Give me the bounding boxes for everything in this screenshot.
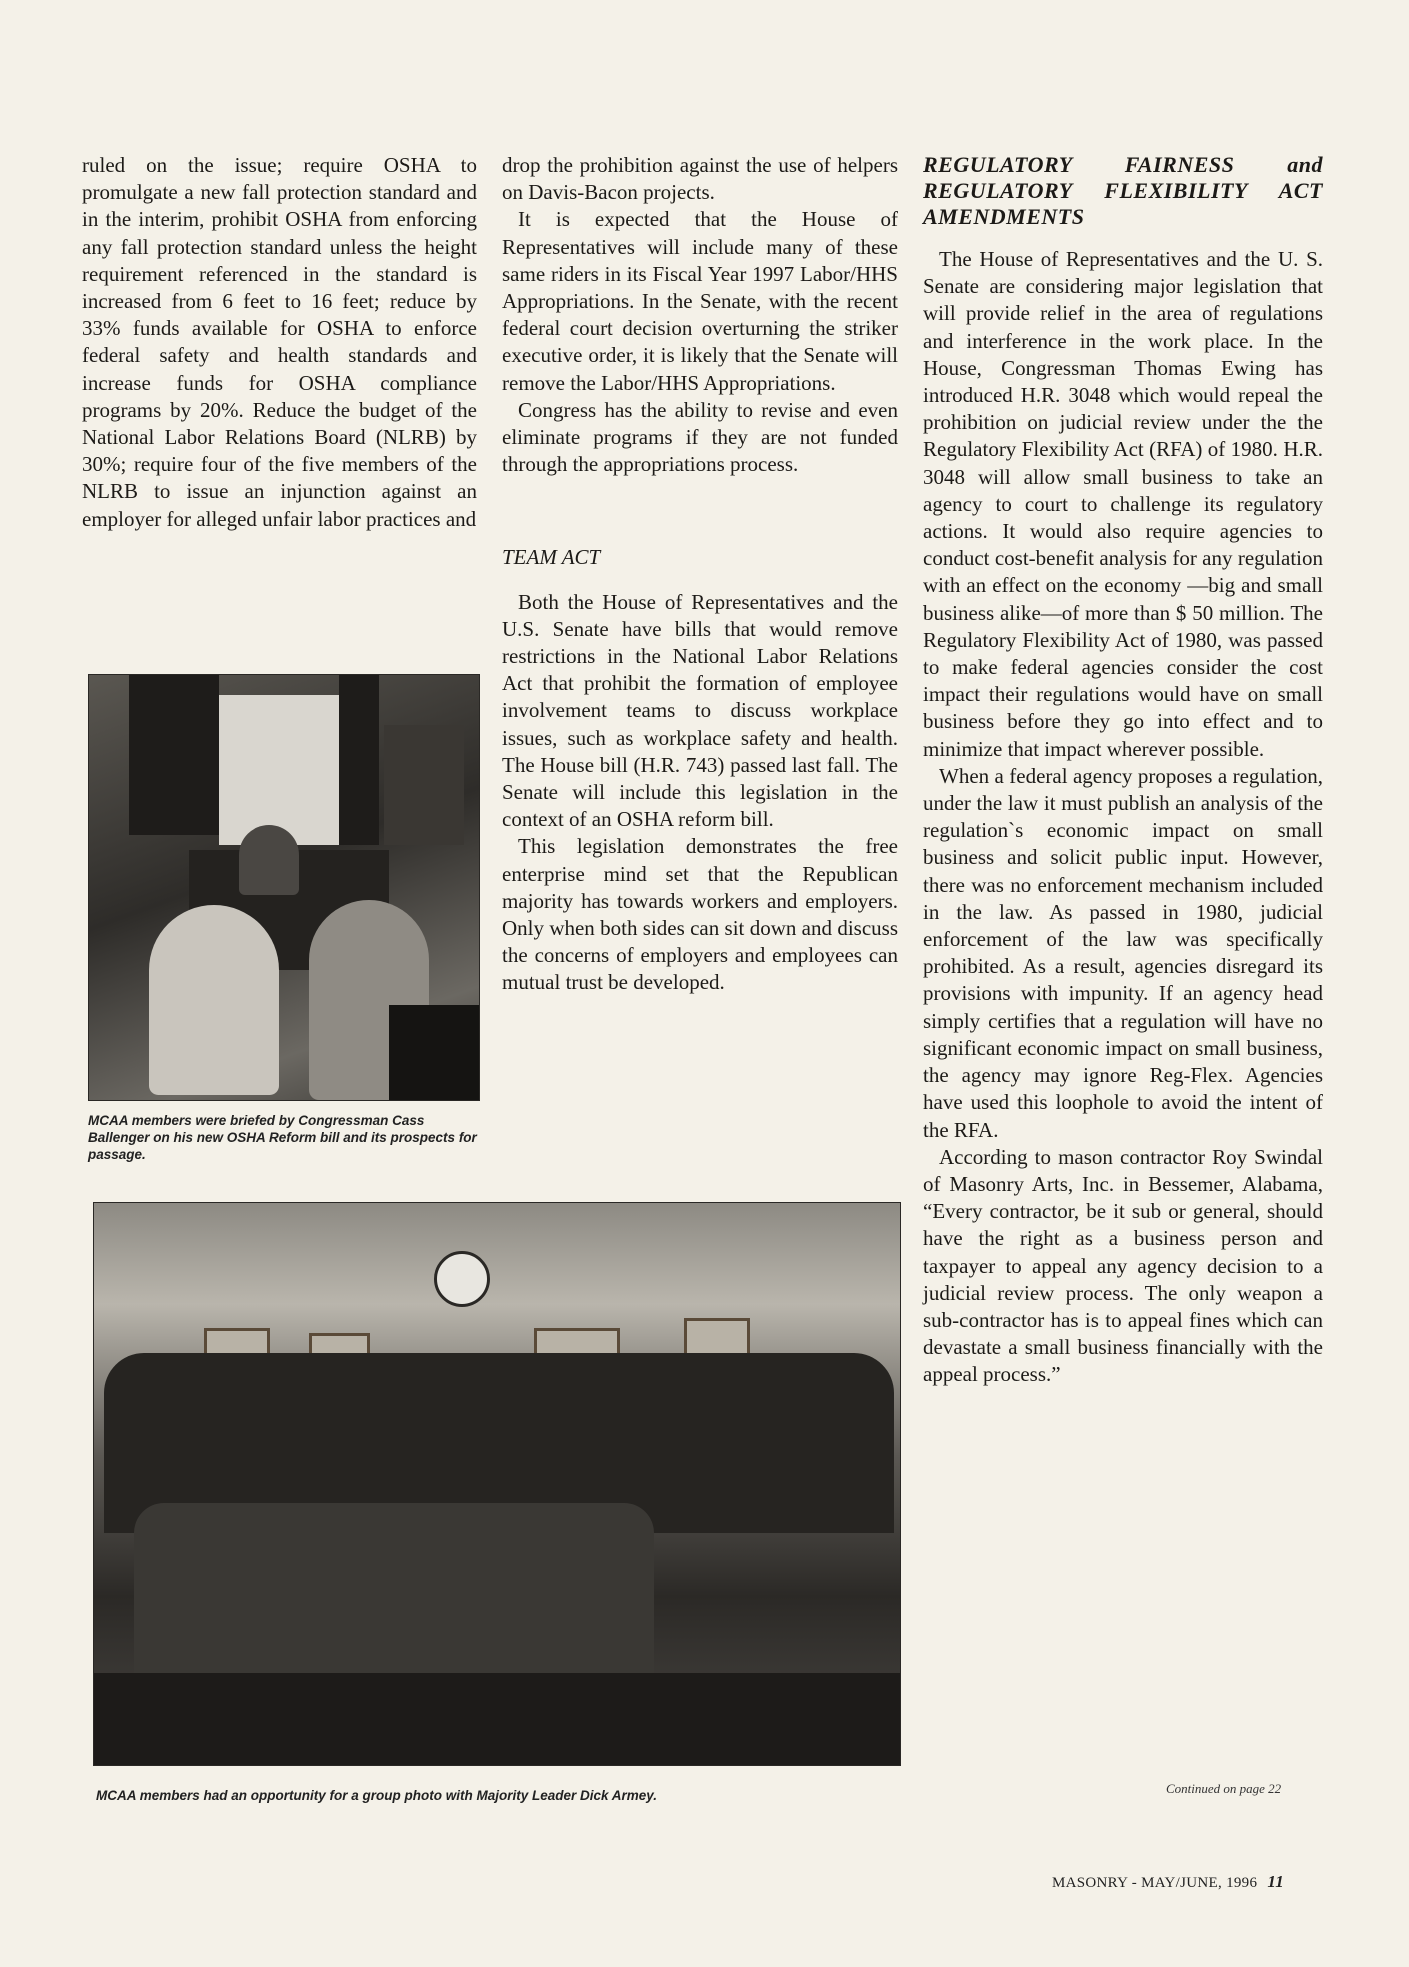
column-1	[82, 152, 477, 533]
column-2	[502, 152, 898, 997]
col2-paragraph-3: Congress has the ability to revise and even eliminate programs if they are not funded through the appropriations process.	[502, 397, 898, 477]
regulatory-heading: REGULATORY FAIRNESS and REGULATORY FLEXIBILITY ACT AMENDMENTS	[923, 152, 1323, 229]
col2-paragraph-2: It is expected that the House of Representatives will include many of these same riders in its Fiscal Year 1997 Labor/HHS Appropriations. In the Senate, with the recent federal court decision overturning the striker executive order, it is likely that the Senate will remove the Labor/HHS Appropriations.	[502, 207, 898, 395]
col2-paragraph-1: drop the prohibition against the use of helpers on Davis-Bacon projects.	[502, 153, 898, 205]
column-3	[923, 152, 1323, 1389]
photo-2-caption: MCAA members had an opportunity for a group photo with Majority Leader Dick Armey.	[96, 1788, 658, 1803]
col2-paragraph-5: This legislation demonstrates the free enterprise mind set that the Republican majority has towards workers and employers. Only when both sides can sit down and discuss the concerns of employers and employees can mutual trust be developed.	[502, 834, 898, 995]
page-number: 11	[1267, 1872, 1285, 1891]
col3-paragraph-3: According to mason contractor Roy Swindal of Masonry Arts, Inc. in Bessemer, Alabama, “Every contractor, be it sub or general, should have the right as a business person and taxpayer to appeal any agency decision to a judicial review process. The only weapon a sub-contractor has is to appeal fines which can devastate a small business financially with the appeal process.”	[923, 1144, 1323, 1387]
photo-group-majority-leader	[93, 1202, 901, 1766]
page-footer	[1052, 1872, 1284, 1892]
photo-office-briefing	[88, 674, 480, 1101]
publication-line: MASONRY - MAY/JUNE, 1996	[1052, 1875, 1258, 1891]
team-act-heading: TEAM ACT	[502, 545, 601, 570]
col3-paragraph-2: When a federal agency proposes a regulation, under the law it must publish an analysis of the regulation`s economic impact on small business and solicit public input. However, there was no enforcement mechanism included in the law. As passed in 1980, judicial enforcement of the law was specifically prohibited. As a result, agencies disregard its provisions with impunity. If an agency head simply certifies that a regulation will have no significant economic impact on small business, the agency may ignore Reg-Flex. Agencies have used this loophole to avoid the intent of the RFA.	[923, 763, 1323, 1142]
continued-note: Continued on page 22	[1166, 1781, 1282, 1796]
photo-1-caption: MCAA members were briefed by Congressman Cass Ballenger on his new OSHA Reform bill and its prospects for passage.	[88, 1113, 477, 1162]
col2-paragraph-4: Both the House of Representatives and the U.S. Senate have bills that would remove restrictions in the National Labor Relations Act that prohibit the formation of employee involvement teams to discuss workplace issues, such as workplace safety and health. The House bill (H.R. 743) passed last fall. The Senate will include this legislation in the context of an OSHA reform bill.	[502, 589, 898, 832]
col3-paragraph-1: The House of Representatives and the U. S. Senate are considering major legislation that will provide relief in the area of regulations and interference in the work place. In the House, Congressman Thomas Ewing has introduced H.R. 3048 which would repeal the prohibition on judicial review under the the Regulatory Flexibility Act (RFA) of 1980. H.R. 3048 will allow small business to take an agency to court to challenge its regulatory actions. It would also require agencies to conduct cost-benefit analysis for any regulation with an effect on the economy —big and small business alike—of more than $ 50 million. The Regulatory Flexibility Act of 1980, was passed to make federal agencies consider the cost impact their regulations would have on small business before they go into effect and to minimize that impact wherever possible.	[923, 247, 1323, 761]
clock-icon	[434, 1251, 490, 1307]
col1-paragraph-1: ruled on the issue; require OSHA to promulgate a new fall protection standard and in the interim, prohibit OSHA from enforcing any fall protection standard unless the height requirement referenced in the standard is increased from 6 feet to 16 feet; reduce by 33% funds available for OSHA to enforce federal safety and health standards and increase funds for OSHA compliance programs by 20%. Reduce the budget of the National Labor Relations Board (NLRB) by 30%; require four of the five members of the NLRB to issue an injunction against an employer for alleged unfair labor practices and	[82, 153, 477, 531]
